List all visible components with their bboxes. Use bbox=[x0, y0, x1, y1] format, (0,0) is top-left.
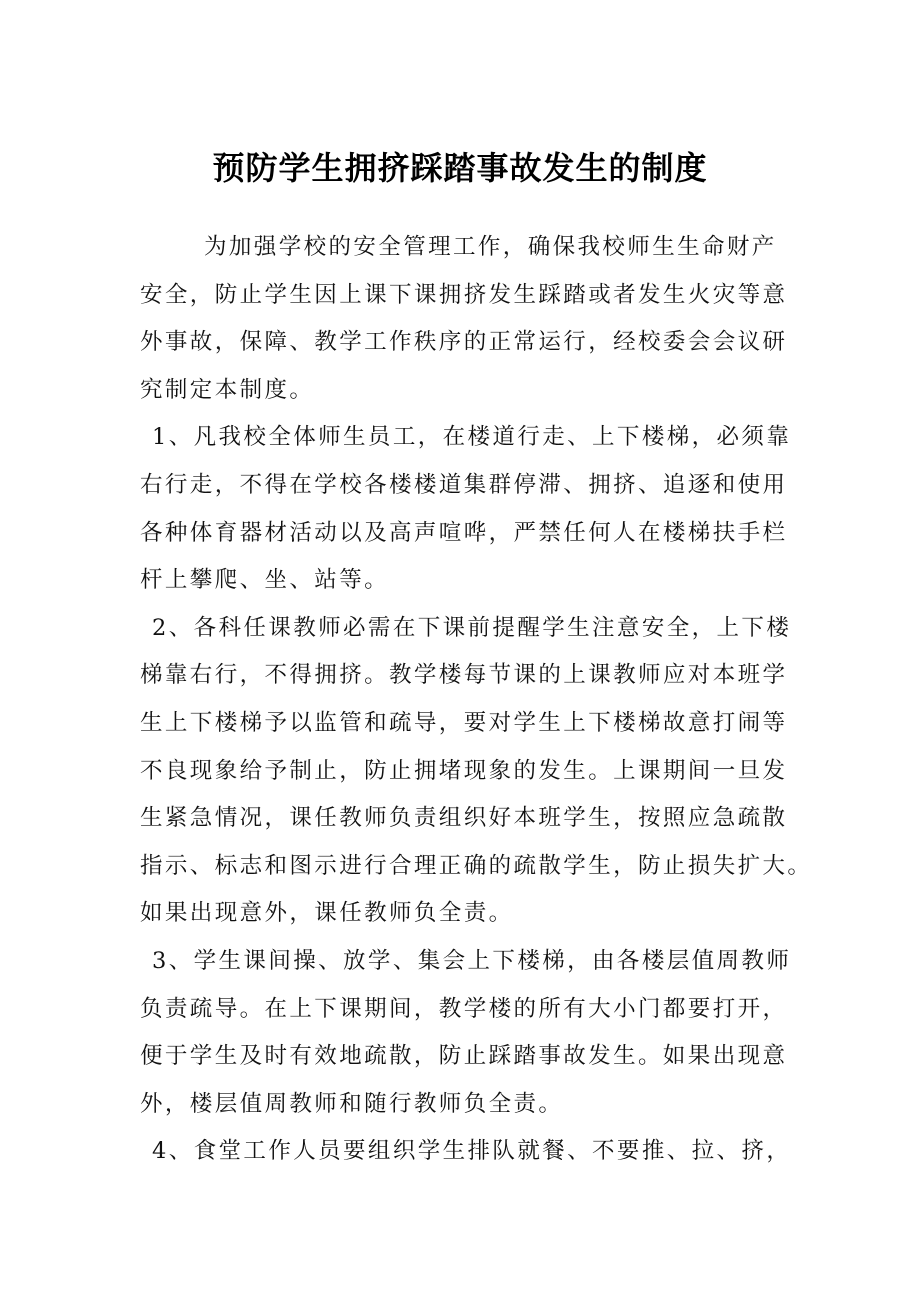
text-line: 如果出现意外，课任教师负全责。 bbox=[140, 900, 514, 927]
text-line: 生紧急情况，课任教师负责组织好本班学生，按照应急疏散 bbox=[140, 805, 788, 832]
document-body bbox=[140, 224, 813, 1176]
text-line: 右行走，不得在学校各楼楼道集群停滞、拥挤、追逐和使用 bbox=[140, 471, 788, 498]
text-line: 4、食堂工作人员要组织学生排队就餐、不要推、拉、挤， bbox=[152, 1138, 792, 1165]
text-line: 为加强学校的安全管理工作，确保我校师生生命财产 bbox=[204, 234, 777, 260]
document-title: 预防学生拥挤踩踏事故发生的制度 bbox=[212, 149, 708, 187]
text-line: 2、各科任课教师必需在下课前提醒学生注意安全，上下楼 bbox=[152, 614, 792, 641]
text-line: 便于学生及时有效地疏散，防止踩踏事故发生。如果出现意 bbox=[140, 1043, 788, 1070]
text-line: 生上下楼梯予以监管和疏导，要对学生上下楼梯故意打闹等 bbox=[140, 709, 788, 736]
text-line: 杆上攀爬、坐、站等。 bbox=[140, 567, 390, 594]
text-line: 外事故，保障、教学工作秩序的正常运行，经校委会会议研 bbox=[140, 329, 788, 356]
text-line: 安全，防止学生因上课下课拥挤发生踩踏或者发生火灾等意 bbox=[140, 281, 788, 308]
text-line: 1、凡我校全体师生员工，在楼道行走、上下楼梯，必须靠 bbox=[152, 424, 792, 451]
text-line: 各种体育器材活动以及高声喧哗，严禁任何人在楼梯扶手栏 bbox=[140, 519, 788, 546]
text-line: 梯靠右行，不得拥挤。教学楼每节课的上课教师应对本班学 bbox=[140, 662, 788, 689]
text-line: 究制定本制度。 bbox=[140, 376, 315, 403]
text-line: 负责疏导。在上下课期间，教学楼的所有大小门都要打开， bbox=[140, 995, 788, 1022]
text-line: 外，楼层值周教师和随行教师负全责。 bbox=[140, 1090, 564, 1117]
text-line: 不良现象给予制止，防止拥堵现象的发生。上课期间一旦发 bbox=[140, 757, 788, 784]
text-line: 指示、标志和图示进行合理正确的疏散学生，防止损失扩大。 bbox=[140, 852, 813, 879]
text-line: 3、学生课间操、放学、集会上下楼梯，由各楼层值周教师 bbox=[152, 947, 792, 974]
